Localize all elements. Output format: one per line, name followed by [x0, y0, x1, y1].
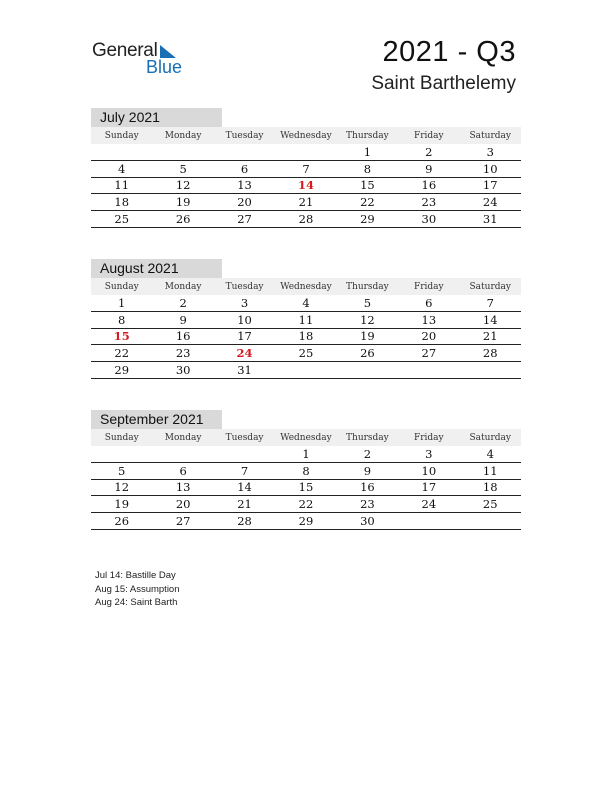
day-cell: 29: [360, 212, 375, 227]
day-cell: 4: [302, 295, 310, 310]
day-cell: 2: [363, 446, 372, 461]
week-row: [91, 480, 521, 497]
logo-text-general: General: [92, 40, 158, 61]
week-row: [91, 144, 521, 161]
weekday-label: Sunday: [104, 130, 139, 141]
weekday-label: Sunday: [104, 432, 139, 443]
day-cell: 29: [298, 514, 314, 529]
day-cell: 23: [175, 346, 191, 361]
holiday-note: Jul 14: Bastille Day: [95, 570, 176, 581]
day-cell: 14: [482, 312, 498, 327]
holiday-day-cell: 24: [236, 346, 253, 361]
day-cell: 25: [114, 212, 130, 227]
day-cell: 26: [175, 212, 191, 227]
day-cell: 11: [298, 312, 314, 327]
day-cell: 16: [421, 178, 437, 193]
day-cell: 27: [175, 514, 191, 529]
holiday-note: Aug 24: Saint Barth: [95, 597, 178, 608]
weekday-label: Tuesday: [225, 281, 264, 292]
day-cell: 18: [298, 329, 314, 344]
weekday-label: Monday: [164, 281, 202, 292]
day-cell: 15: [360, 178, 375, 193]
day-cell: 5: [118, 463, 126, 478]
weekday-header-row: [91, 278, 521, 295]
weekday-label: Friday: [414, 281, 444, 292]
day-cell: 28: [298, 212, 314, 227]
day-cell: 19: [360, 329, 375, 344]
day-cell: 7: [240, 463, 249, 478]
day-cell: 18: [114, 195, 130, 210]
day-cell: 29: [114, 363, 130, 378]
week-row: [91, 161, 521, 178]
day-cell: 10: [421, 463, 437, 478]
day-cell: 30: [175, 363, 191, 378]
day-cell: 2: [179, 295, 187, 310]
calendar-grid: [91, 278, 521, 379]
week-row: [91, 463, 521, 480]
day-cell: 22: [360, 195, 375, 210]
week-row: [91, 312, 521, 329]
day-cell: 6: [240, 161, 249, 176]
day-cell: 12: [175, 178, 191, 193]
month-title: August 2021: [91, 259, 222, 278]
week-row: [91, 362, 521, 379]
day-cell: 24: [421, 497, 437, 512]
day-cell: 28: [482, 346, 498, 361]
month-august: [91, 259, 521, 379]
week-row: [91, 446, 521, 463]
day-cell: 13: [237, 178, 252, 193]
day-cell: 16: [360, 480, 375, 495]
week-row: [91, 194, 521, 211]
day-cell: 5: [363, 295, 372, 310]
weekday-label: Saturday: [469, 130, 511, 141]
week-row: [91, 329, 521, 346]
day-cell: 21: [482, 329, 498, 344]
day-cell: 21: [298, 195, 314, 210]
day-cell: 26: [114, 514, 130, 529]
day-cell: 20: [237, 195, 252, 210]
holiday-notes: [95, 569, 180, 610]
day-cell: 13: [175, 480, 191, 495]
day-cell: 4: [118, 161, 126, 176]
day-cell: 6: [179, 463, 187, 478]
day-cell: 3: [486, 144, 494, 159]
day-cell: 9: [179, 312, 187, 327]
week-row: [91, 345, 521, 362]
day-cell: 31: [482, 212, 498, 227]
month-july: [91, 108, 521, 228]
weekday-label: Saturday: [469, 281, 511, 292]
day-cell: 20: [421, 329, 437, 344]
day-cell: 9: [363, 463, 372, 478]
weekday-header-row: [91, 429, 521, 446]
day-cell: 22: [114, 346, 130, 361]
weekday-label: Wednesday: [280, 281, 332, 292]
day-cell: 25: [482, 497, 498, 512]
weekday-label: Saturday: [469, 432, 511, 443]
day-cell: 8: [363, 161, 372, 176]
week-row: [91, 178, 521, 195]
day-cell: 30: [421, 212, 437, 227]
weekday-label: Thursday: [346, 432, 389, 443]
day-cell: 20: [175, 497, 191, 512]
day-cell: 27: [421, 346, 437, 361]
weekday-label: Wednesday: [280, 130, 332, 141]
day-cell: 19: [114, 497, 130, 512]
weekday-label: Sunday: [104, 281, 139, 292]
week-row: [91, 295, 521, 312]
day-cell: 1: [302, 446, 310, 461]
day-cell: 23: [360, 497, 375, 512]
weekday-label: Friday: [414, 432, 444, 443]
weekday-label: Monday: [164, 130, 202, 141]
weekday-label: Tuesday: [225, 432, 264, 443]
day-cell: 24: [482, 195, 498, 210]
day-cell: 19: [175, 195, 191, 210]
country-name: Saint Barthelemy: [371, 73, 516, 94]
day-cell: 11: [482, 463, 498, 478]
weekday-header-row: [91, 127, 521, 144]
day-cell: 12: [114, 480, 130, 495]
day-cell: 6: [425, 295, 433, 310]
day-cell: 11: [114, 178, 130, 193]
day-cell: 17: [482, 178, 498, 193]
day-cell: 13: [421, 312, 437, 327]
day-cell: 3: [240, 295, 249, 310]
day-cell: 14: [237, 480, 252, 495]
day-cell: 28: [237, 514, 252, 529]
day-cell: 25: [298, 346, 314, 361]
weekday-label: Friday: [414, 130, 444, 141]
day-cell: 30: [360, 514, 375, 529]
week-row: [91, 211, 521, 228]
day-cell: 15: [298, 480, 314, 495]
day-cell: 17: [237, 329, 252, 344]
day-cell: 31: [237, 363, 252, 378]
day-cell: 1: [363, 144, 372, 159]
weekday-label: Tuesday: [225, 130, 264, 141]
generalblue-logo: [92, 40, 202, 80]
page-title: 2021 - Q3: [382, 36, 516, 68]
day-cell: 2: [425, 144, 433, 159]
month-title: September 2021: [91, 410, 222, 429]
day-cell: 22: [298, 497, 314, 512]
week-row: [91, 513, 521, 530]
day-cell: 8: [118, 312, 126, 327]
calendar-grid: [91, 429, 521, 530]
holiday-day-cell: 14: [297, 178, 314, 193]
day-cell: 3: [425, 446, 433, 461]
month-title: July 2021: [91, 108, 222, 127]
day-cell: 18: [482, 480, 498, 495]
day-cell: 4: [486, 446, 494, 461]
day-cell: 16: [175, 329, 191, 344]
day-cell: 5: [179, 161, 187, 176]
day-cell: 7: [302, 161, 310, 176]
holiday-day-cell: 15: [113, 329, 130, 344]
day-cell: 23: [421, 195, 437, 210]
logo-text-blue: Blue: [146, 57, 183, 77]
weekday-label: Thursday: [346, 130, 389, 141]
day-cell: 10: [237, 312, 252, 327]
month-september: [91, 410, 521, 530]
calendar-grid: [91, 127, 521, 228]
day-cell: 1: [118, 295, 126, 310]
day-cell: 9: [425, 161, 433, 176]
day-cell: 27: [237, 212, 252, 227]
day-cell: 7: [486, 295, 494, 310]
holiday-note: Aug 15: Assumption: [95, 583, 180, 595]
day-cell: 21: [237, 497, 252, 512]
day-cell: 12: [360, 312, 375, 327]
week-row: [91, 496, 521, 513]
day-cell: 17: [421, 480, 437, 495]
weekday-label: Monday: [164, 432, 202, 443]
weekday-label: Thursday: [346, 281, 389, 292]
weekday-label: Wednesday: [280, 432, 332, 443]
day-cell: 8: [302, 463, 310, 478]
day-cell: 26: [360, 346, 375, 361]
day-cell: 10: [482, 161, 498, 176]
